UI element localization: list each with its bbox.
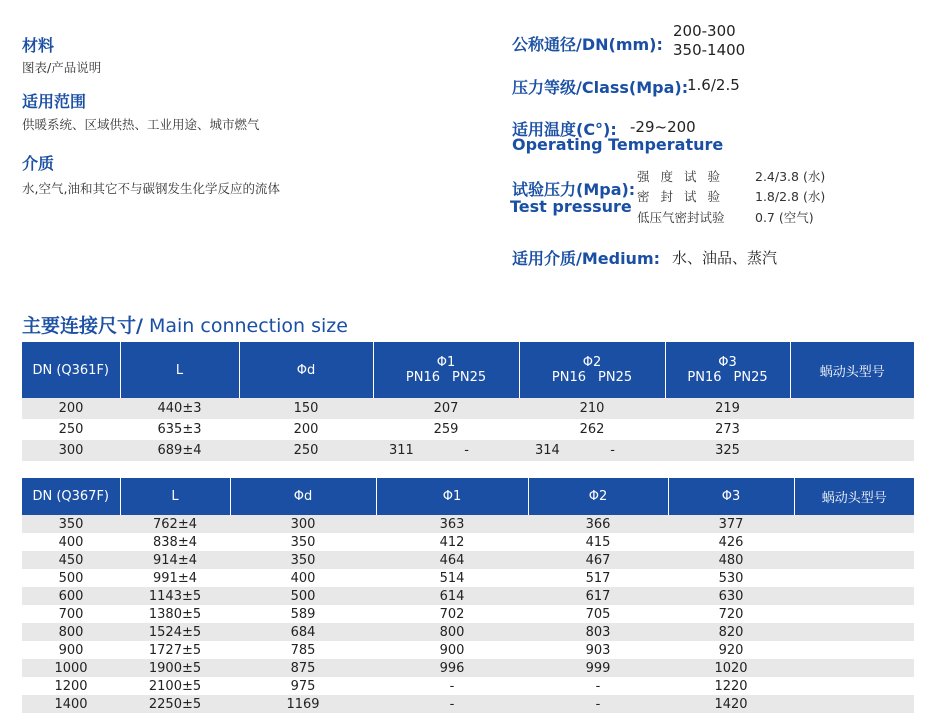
cell-phi1: 412	[376, 533, 528, 551]
material-text: 图表/产品说明	[22, 60, 102, 75]
cell-phi2: 903	[528, 641, 668, 659]
header-phi2-label: Φ2	[582, 355, 602, 370]
cell-phi3: 325	[665, 440, 790, 461]
medium-heading: 介质	[22, 154, 55, 173]
cell-d: 500	[230, 587, 376, 605]
cell-phi3: 219	[665, 398, 790, 419]
cell-phi3: 480	[668, 551, 794, 569]
cell-phi1: -	[376, 677, 528, 695]
cell-d: 250	[239, 440, 373, 461]
header-phi3	[665, 342, 790, 398]
table-row	[22, 569, 914, 587]
header-phi2	[519, 342, 665, 398]
cell-d: 200	[239, 419, 373, 440]
table-row	[22, 623, 914, 641]
cell-phi1: 514	[376, 569, 528, 587]
pn16-label: PN16	[405, 370, 440, 385]
cell-dn: 900	[22, 641, 120, 659]
header-dn: DN (Q367F)	[22, 478, 120, 515]
cell-phi2: -	[528, 677, 668, 695]
medium-text: 水,空气,油和其它不与碳钢发生化学反应的流体	[22, 181, 280, 196]
cell-worm-gear	[794, 605, 914, 623]
cell-phi1: 800	[376, 623, 528, 641]
header-phi1: Φ1	[376, 478, 528, 515]
dn-value-2: 350-1400	[673, 41, 746, 59]
cell-phi2-pn16: 314	[535, 443, 560, 458]
cell-phi1-pn25: -	[464, 443, 469, 458]
cell-phi2	[519, 440, 665, 461]
dn-label: 公称通径/DN(mm):	[512, 35, 663, 54]
pn25-label: PN25	[598, 370, 633, 385]
cell-phi3: 1420	[668, 695, 794, 713]
cell-d: 684	[230, 623, 376, 641]
table-row	[22, 641, 914, 659]
cell-l: 991±4	[120, 569, 230, 587]
cell-worm-gear	[794, 551, 914, 569]
table-row	[22, 605, 914, 623]
cell-phi1: -	[376, 695, 528, 713]
cell-phi3: 720	[668, 605, 794, 623]
cell-worm-gear	[794, 533, 914, 551]
test-item-value: 2.4/3.8 (水)	[755, 169, 826, 184]
table-row	[22, 587, 914, 605]
cell-d: 875	[230, 659, 376, 677]
cell-dn: 1000	[22, 659, 120, 677]
table-header-row	[22, 478, 914, 515]
cell-l: 635±3	[120, 419, 239, 440]
cell-l: 1380±5	[120, 605, 230, 623]
cell-d: 300	[230, 515, 376, 533]
cell-l: 1143±5	[120, 587, 230, 605]
section-title-cn: 主要连接尺寸/	[22, 315, 143, 337]
header-pn	[681, 370, 773, 385]
cell-phi1	[373, 440, 519, 461]
cell-phi2: 617	[528, 587, 668, 605]
connection-table-q361f	[22, 342, 914, 461]
cell-worm-gear	[794, 587, 914, 605]
header-d: Φd	[239, 342, 373, 398]
cell-phi2: 517	[528, 569, 668, 587]
pn25-label: PN25	[452, 370, 487, 385]
cell-worm-gear	[794, 677, 914, 695]
medium-label: 适用介质/Medium:	[512, 249, 661, 268]
cell-worm-gear	[794, 695, 914, 713]
cell-l: 689±4	[120, 440, 239, 461]
pn16-label: PN16	[687, 370, 722, 385]
cell-dn: 200	[22, 398, 120, 419]
cell-phi1: 900	[376, 641, 528, 659]
cell-l: 1524±5	[120, 623, 230, 641]
cell-phi3: 630	[668, 587, 794, 605]
cell-worm-gear	[790, 398, 914, 419]
cell-l: 1900±5	[120, 659, 230, 677]
table-row	[22, 398, 914, 419]
cell-d: 350	[230, 533, 376, 551]
range-heading: 适用范围	[22, 92, 87, 111]
test-item-value: 1.8/2.8 (水)	[755, 189, 826, 204]
cell-l: 914±4	[120, 551, 230, 569]
cell-d: 975	[230, 677, 376, 695]
table-row	[22, 440, 914, 461]
test-label-en: Test pressure	[510, 197, 632, 216]
header-phi3: Φ3	[668, 478, 794, 515]
cell-phi2: 366	[528, 515, 668, 533]
header-phi1-label: Φ1	[436, 355, 456, 370]
temp-label: 适用温度(C°):	[512, 120, 617, 139]
section-title-en: Main connection size	[142, 315, 348, 337]
cell-worm-gear	[794, 641, 914, 659]
cell-d: 1169	[230, 695, 376, 713]
header-phi3-label: Φ3	[718, 355, 737, 370]
test-item-name: 低压气密封试验	[637, 210, 725, 225]
header-pn	[400, 370, 492, 385]
header-pn	[546, 370, 638, 385]
cell-l: 1727±5	[120, 641, 230, 659]
medium-value: 水、油品、蒸汽	[672, 249, 778, 267]
temp-label-en: Operating Temperature	[512, 135, 724, 154]
cell-dn: 1200	[22, 677, 120, 695]
header-phi2: Φ2	[528, 478, 668, 515]
cell-phi3: 530	[668, 569, 794, 587]
cell-phi2: 705	[528, 605, 668, 623]
cell-d: 589	[230, 605, 376, 623]
pn16-label: PN16	[551, 370, 586, 385]
table-row	[22, 533, 914, 551]
cell-phi1: 207	[373, 398, 519, 419]
cell-dn: 350	[22, 515, 120, 533]
cell-phi2-split	[519, 443, 665, 458]
cell-phi2: 262	[519, 419, 665, 440]
table-row	[22, 419, 914, 440]
test-item-value: 0.7 (空气)	[755, 210, 814, 225]
table-row	[22, 677, 914, 695]
cell-dn: 250	[22, 419, 120, 440]
cell-d: 150	[239, 398, 373, 419]
cell-worm-gear	[794, 515, 914, 533]
cell-l: 440±3	[120, 398, 239, 419]
material-heading: 材料	[22, 36, 55, 55]
header-dn: DN (Q361F)	[22, 342, 120, 398]
cell-phi1: 259	[373, 419, 519, 440]
cell-worm-gear	[794, 659, 914, 677]
test-item-name: 密封试验	[637, 189, 732, 204]
cell-l: 2100±5	[120, 677, 230, 695]
table-row	[22, 551, 914, 569]
cell-phi3: 1220	[668, 677, 794, 695]
cell-phi2: -	[528, 695, 668, 713]
cell-dn: 300	[22, 440, 120, 461]
cell-dn: 1400	[22, 695, 120, 713]
cell-phi3: 273	[665, 419, 790, 440]
cell-phi3: 1020	[668, 659, 794, 677]
test-item-name: 强度试验	[637, 169, 732, 184]
cell-dn: 500	[22, 569, 120, 587]
cell-d: 350	[230, 551, 376, 569]
cell-dn: 800	[22, 623, 120, 641]
cell-dn: 700	[22, 605, 120, 623]
header-phi1	[373, 342, 519, 398]
cell-phi3: 426	[668, 533, 794, 551]
connection-table-q367f	[22, 478, 914, 713]
header-l: L	[120, 478, 230, 515]
cell-l: 838±4	[120, 533, 230, 551]
cell-dn: 400	[22, 533, 120, 551]
cell-phi2: 467	[528, 551, 668, 569]
cell-phi1-split	[373, 443, 519, 458]
cell-phi2: 999	[528, 659, 668, 677]
dn-value-1: 200-300	[673, 22, 736, 40]
cell-phi1-pn16: 311	[389, 443, 414, 458]
range-text: 供暖系统、区域供热、工业用途、城市燃气	[22, 117, 260, 132]
table-row	[22, 515, 914, 533]
cell-dn: 600	[22, 587, 120, 605]
cell-phi1: 996	[376, 659, 528, 677]
table-row	[22, 695, 914, 713]
table-header-row	[22, 342, 914, 398]
cell-dn: 450	[22, 551, 120, 569]
cell-l: 2250±5	[120, 695, 230, 713]
pn25-label: PN25	[733, 370, 768, 385]
cell-phi1: 363	[376, 515, 528, 533]
cell-phi1: 464	[376, 551, 528, 569]
header-d: Φd	[230, 478, 376, 515]
cell-worm-gear	[794, 623, 914, 641]
cell-phi2-pn25: -	[610, 443, 615, 458]
cell-phi2: 210	[519, 398, 665, 419]
header-l: L	[120, 342, 239, 398]
cell-worm-gear	[790, 440, 914, 461]
cell-d: 400	[230, 569, 376, 587]
pressure-value: 1.6/2.5	[687, 76, 740, 94]
cell-phi1: 614	[376, 587, 528, 605]
temp-value: -29~200	[630, 118, 696, 136]
cell-worm-gear	[790, 419, 914, 440]
cell-l: 762±4	[120, 515, 230, 533]
header-worm-gear: 蜗动头型号	[790, 342, 914, 398]
cell-phi2: 415	[528, 533, 668, 551]
section-title	[22, 311, 348, 338]
table-row	[22, 659, 914, 677]
cell-worm-gear	[794, 569, 914, 587]
cell-phi2: 803	[528, 623, 668, 641]
cell-d: 785	[230, 641, 376, 659]
cell-phi3: 820	[668, 623, 794, 641]
cell-phi3: 377	[668, 515, 794, 533]
test-label: 试验压力(Mpa):	[512, 180, 636, 199]
cell-phi1: 702	[376, 605, 528, 623]
pressure-label: 压力等级/Class(Mpa):	[512, 78, 689, 97]
cell-phi3: 920	[668, 641, 794, 659]
header-worm-gear: 蜗动头型号	[794, 478, 914, 515]
